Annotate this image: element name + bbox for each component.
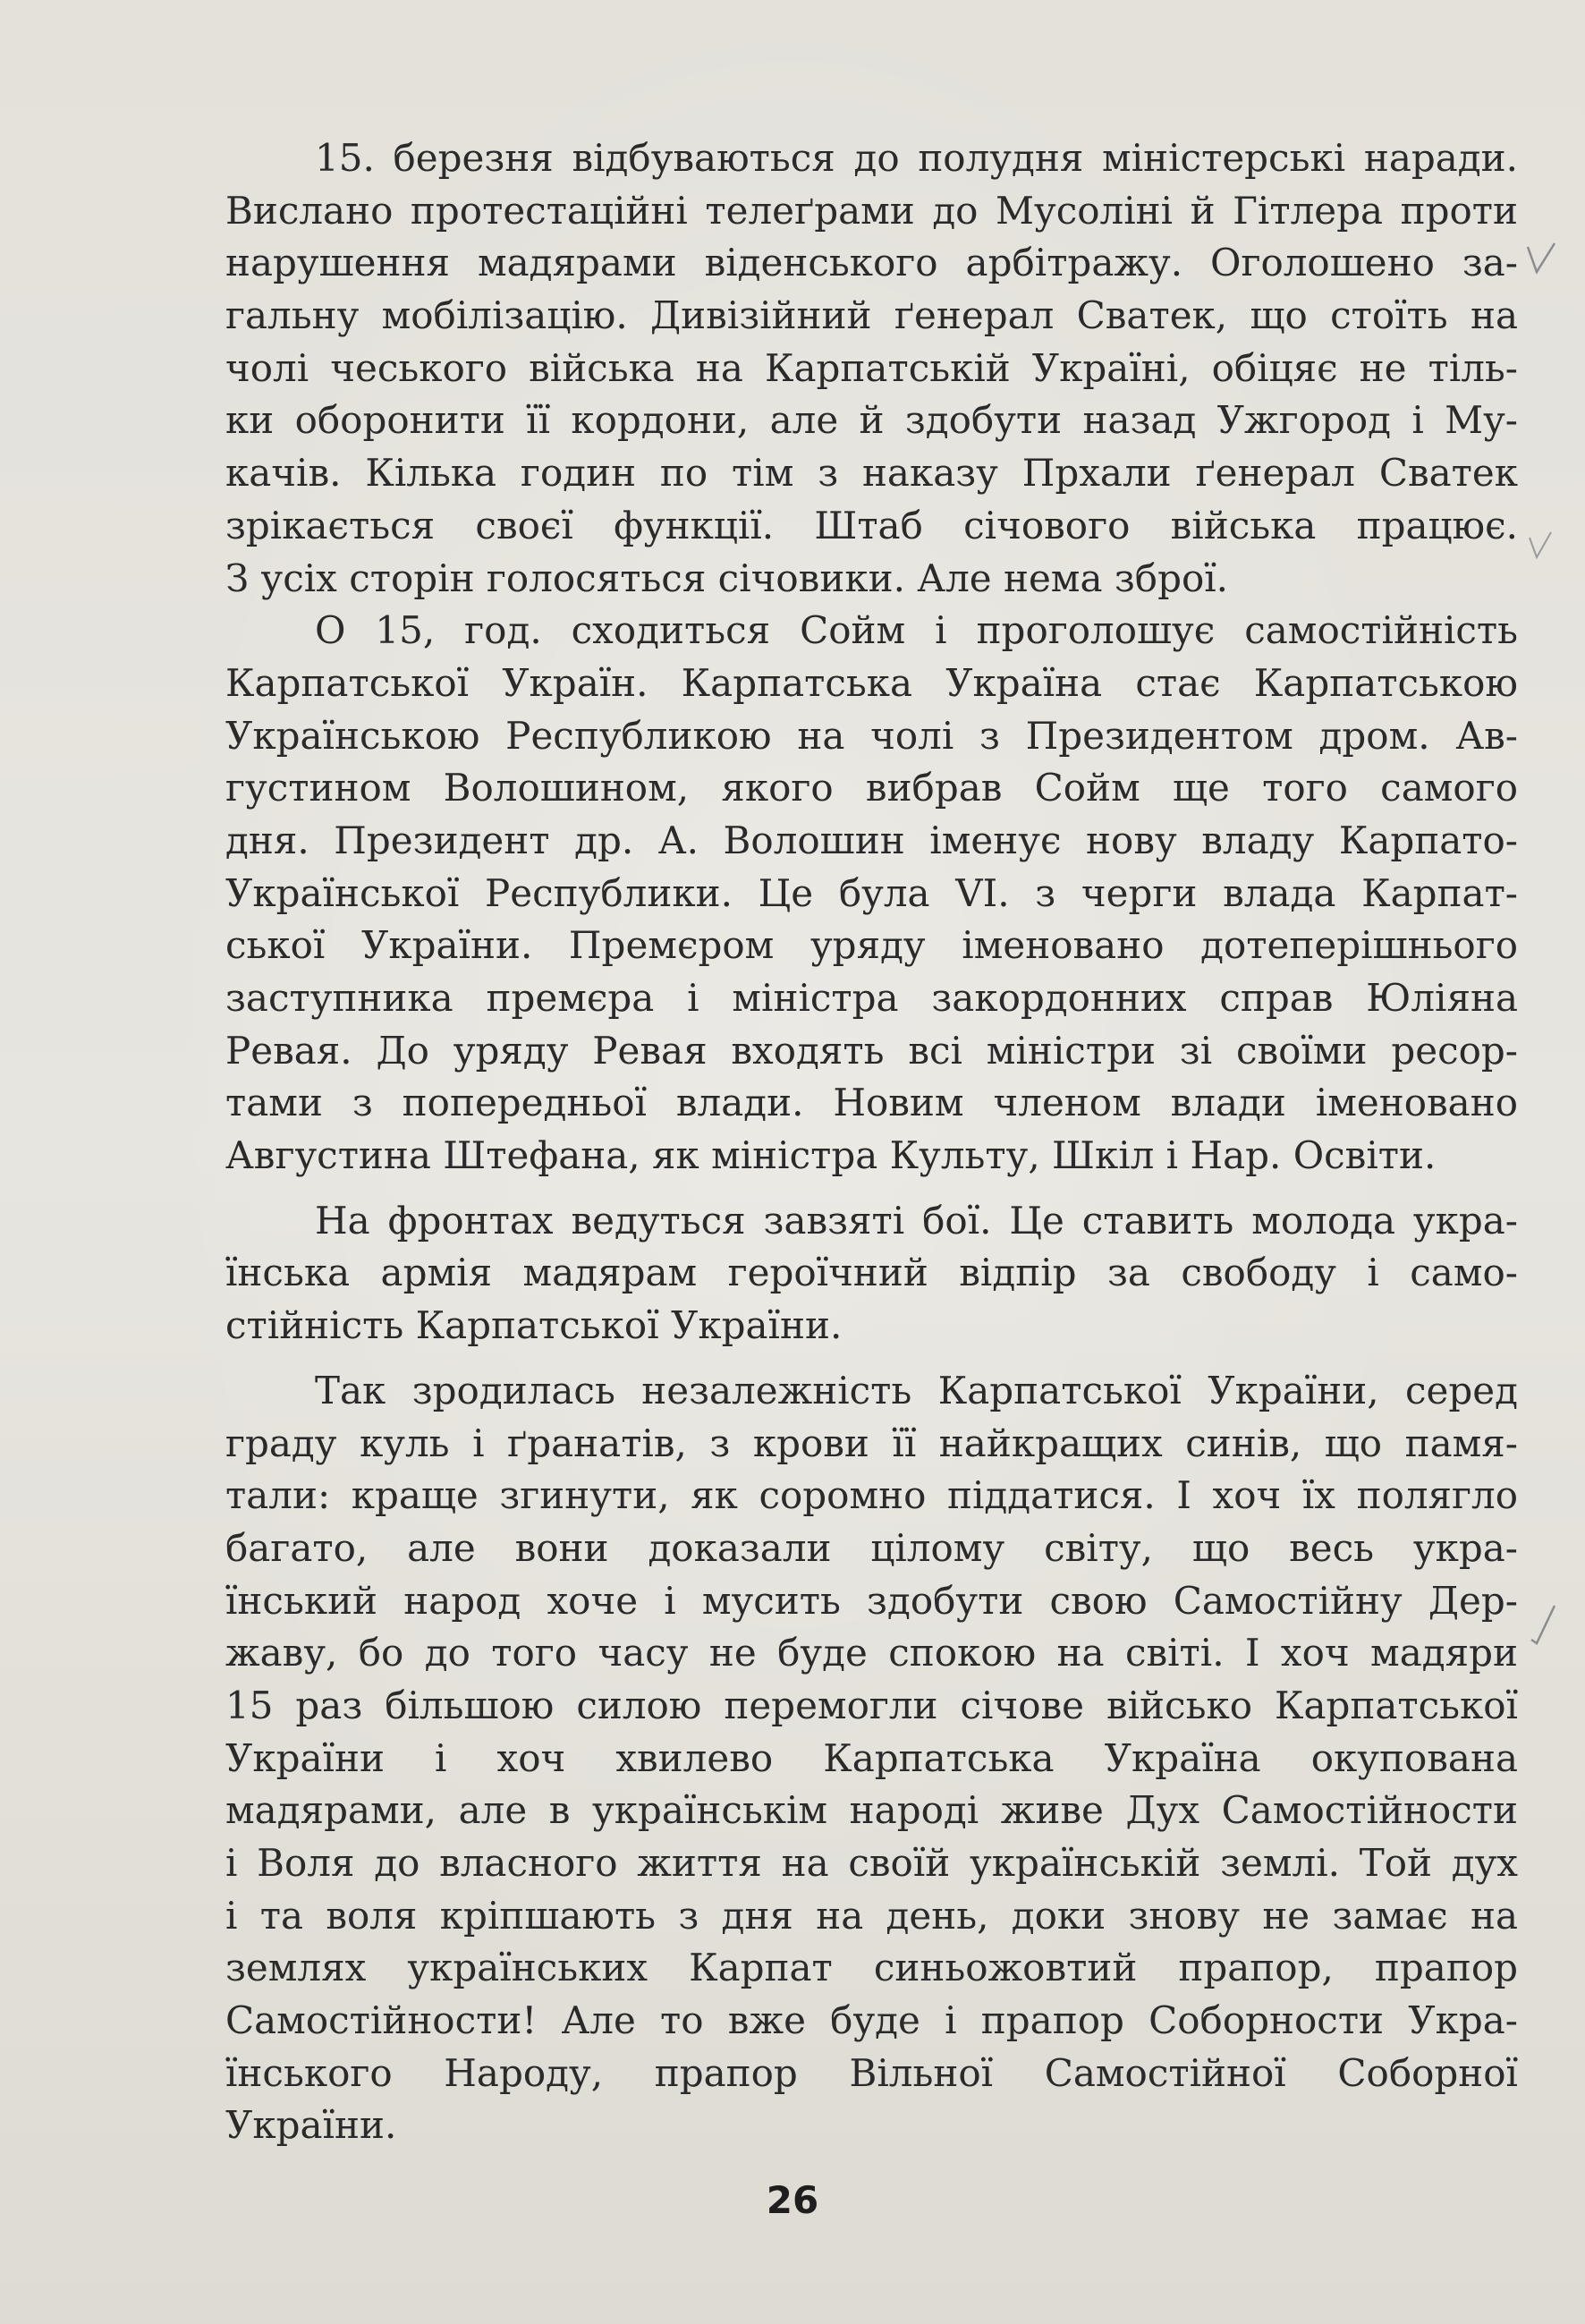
text-line: України і хоч хвилево Карпатська Україна окупована	[225, 1735, 1518, 1780]
text-line: і та воля кріпшають з дня на день, доки знову не замає на	[225, 1893, 1518, 1938]
text-line: Українською Республикою на чолі з Президентом дром. Ав-	[225, 713, 1518, 758]
text-line: качів. Кілька годин по тім з наказу Прхали ґенерал Сватек	[225, 451, 1518, 496]
pencil-check-mark-icon	[1528, 530, 1553, 561]
text-line: заступника премєра і міністра закордонних справ Юліяна	[225, 976, 1518, 1020]
text-line: ки оборонити її кордони, але й здобути назад Ужгород і Му-	[225, 398, 1518, 443]
body-text	[225, 132, 1518, 2152]
text-line: густином Волошином, якого вибрав Сойм ще того самого	[225, 766, 1518, 810]
text-line: граду куль і ґранатів, з крови її найкращих синів, що памя-	[225, 1421, 1518, 1465]
page-number: 26	[766, 2178, 819, 2222]
text-line: тами з попередньої влади. Новим членом влади іменовано	[225, 1081, 1518, 1125]
text-line: Так зродилась незалежність Карпатської України, серед	[315, 1368, 1518, 1412]
pencil-check-mark-icon	[1526, 242, 1556, 277]
text-line: Августина Штефана, як міністра Культу, Шкіл і Нар. Освіти.	[225, 1133, 1437, 1178]
text-line: З усіх сторін голосяться січовики. Але нема зброї.	[225, 556, 1229, 600]
text-line: Карпатської Україн. Карпатська Україна стає Карпатською	[225, 660, 1518, 705]
text-line: Самостійности! Але то вже буде і прапор Соборности Укра-	[225, 1998, 1518, 2043]
pencil-slash-mark-icon	[1530, 1604, 1556, 1645]
text-line: мадярами, але в українськім народі живе Дух Самостійности	[225, 1788, 1518, 1833]
text-line: і Воля до власного життя на своїй українській землі. Той дух	[225, 1841, 1518, 1885]
text-line: землях українських Карпат синьожовтий прапор, прапор	[225, 1946, 1518, 1990]
text-line: ської України. Премєром уряду іменовано дотеперішнього	[225, 923, 1518, 968]
text-line: чолі чеського війська на Карпатській Україні, обіцяє не тіль-	[225, 345, 1518, 390]
text-line: Вислано протестаційні телеґрами до Мусоліні й Гітлера проти	[225, 188, 1518, 233]
text-line: 15 раз більшою силою перемогли січове військо Карпатської	[225, 1683, 1518, 1727]
text-line: 15. березня відбуваються до полудня міністерські наради.	[315, 136, 1518, 180]
text-line: жаву, бо до того часу не буде спокою на світі. І хоч мадяри	[225, 1631, 1518, 1675]
text-line: На фронтах ведуться завзяті бої. Це ставить молода укра-	[315, 1198, 1518, 1243]
text-line: дня. Президент др. А. Волошин іменує нову владу Карпато-	[225, 818, 1518, 862]
text-line: О 15, год. сходиться Сойм і проголошує самостійність	[315, 608, 1518, 653]
text-line: Ревая. До уряду Ревая входять всі міністри зі своїми ресор-	[225, 1028, 1518, 1073]
text-line: нарушення мадярами віденського арбітражу. Оголошено за-	[225, 241, 1518, 285]
text-line: Української Республики. Це була VI. з черги влада Карпат-	[225, 870, 1518, 915]
text-line: України.	[225, 2103, 397, 2148]
text-line: їнська армія мадярам героїчний відпір за свободу і само-	[225, 1251, 1518, 1295]
text-line: гальну мобілізацію. Дивізійний ґенерал Сватек, що стоїть на	[225, 293, 1518, 338]
text-line: багато, але вони доказали цілому світу, що весь укра-	[225, 1525, 1518, 1570]
text-line: зрікається своєї функції. Штаб січового війська працює.	[225, 503, 1518, 547]
text-line: їнського Народу, прапор Вільної Самостійної Соборної	[225, 2050, 1518, 2095]
text-line: їнський народ хоче і мусить здобути свою Самостійну Дер-	[225, 1578, 1518, 1623]
text-line: тали: краще згинути, як соромно піддатися. І хоч їх полягло	[225, 1473, 1518, 1518]
text-line: стійність Карпатської України.	[225, 1303, 843, 1348]
